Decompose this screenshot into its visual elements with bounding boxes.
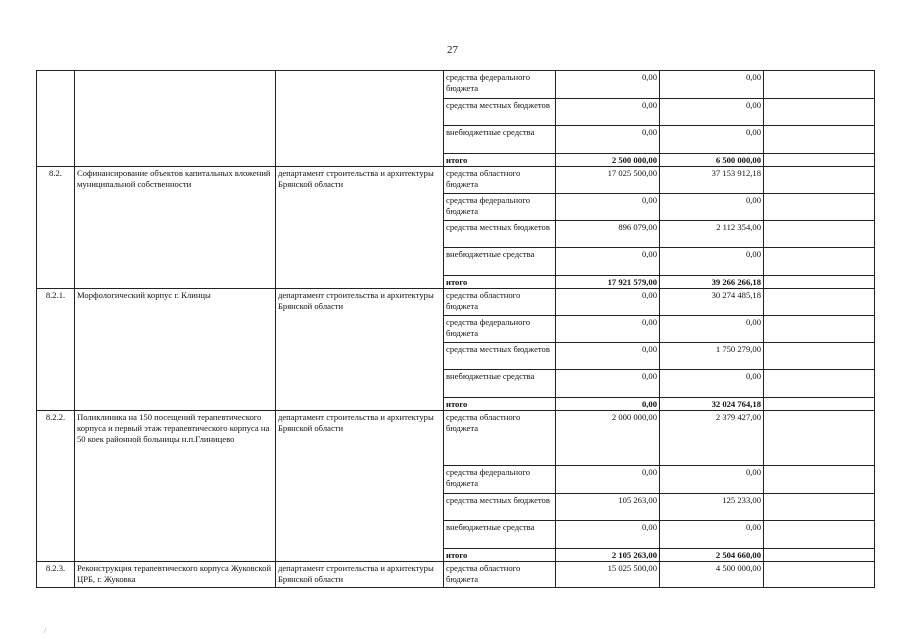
funding-source: внебюджетные средства [444,248,556,276]
amount-col-2: 0,00 [660,99,764,126]
funding-source: средства федерального бюджета [444,71,556,99]
amount-col-1: 15 025 500,00 [556,562,660,588]
amount-col-2: 0,00 [660,248,764,276]
item-code: 8.2.3. [37,562,75,588]
funding-source: итого [444,549,556,562]
amount-col-2: 6 500 000,00 [660,154,764,167]
funding-source: средства местных бюджетов [444,343,556,370]
funding-source: средства местных бюджетов [444,494,556,521]
item-responsible: департамент строительства и архитектуры Брянской области [276,167,444,289]
empty-cell [764,411,875,466]
funding-source: итого [444,276,556,289]
amount-col-2: 0,00 [660,71,764,99]
table-row [37,289,875,316]
item-name: Реконструкция терапевтического корпуса Жуковской ЦРБ, г. Жуковка [75,562,276,588]
empty-cell [764,494,875,521]
empty-cell [764,466,875,494]
amount-col-2: 4 500 000,00 [660,562,764,588]
amount-col-2: 37 153 912,18 [660,167,764,194]
amount-col-2: 0,00 [660,126,764,154]
item-responsible [276,71,444,167]
amount-col-1: 0,00 [556,71,660,99]
amount-col-2: 2 112 354,00 [660,221,764,248]
amount-col-1: 0,00 [556,248,660,276]
amount-col-2: 0,00 [660,521,764,549]
item-responsible: департамент строительства и архитектуры Брянской области [276,562,444,588]
amount-col-1: 0,00 [556,126,660,154]
amount-col-2: 0,00 [660,194,764,221]
amount-col-1: 0,00 [556,194,660,221]
amount-col-2: 2 504 660,00 [660,549,764,562]
empty-cell [764,126,875,154]
table-row [37,562,875,588]
amount-col-1: 2 500 000,00 [556,154,660,167]
amount-col-2: 39 266 266,18 [660,276,764,289]
amount-col-1: 0,00 [556,289,660,316]
funding-source: средства областного бюджета [444,411,556,466]
item-code: 8.2.1. [37,289,75,411]
empty-cell [764,316,875,343]
item-name: Софинансирование объектов капитальных вложений муниципальной собственности [75,167,276,289]
amount-col-1: 0,00 [556,398,660,411]
amount-col-2: 0,00 [660,316,764,343]
amount-col-2: 0,00 [660,466,764,494]
item-name [75,71,276,167]
funding-source: средства местных бюджетов [444,99,556,126]
empty-cell [764,99,875,126]
amount-col-1: 0,00 [556,99,660,126]
item-name: Морфологический корпус г. Клинцы [75,289,276,411]
empty-cell [764,398,875,411]
empty-cell [764,370,875,398]
amount-col-1: 0,00 [556,521,660,549]
amount-col-2: 125 233,00 [660,494,764,521]
empty-cell [764,549,875,562]
empty-cell [764,167,875,194]
empty-cell [764,276,875,289]
amount-col-1: 0,00 [556,343,660,370]
page-number: 27 [447,44,458,56]
table-row [37,167,875,194]
amount-col-1: 17 025 500,00 [556,167,660,194]
table-row [37,71,875,99]
funding-source: средства областного бюджета [444,562,556,588]
funding-source: внебюджетные средства [444,126,556,154]
item-responsible: департамент строительства и архитектуры Брянской области [276,289,444,411]
empty-cell [764,289,875,316]
amount-col-1: 105 263,00 [556,494,660,521]
footer-mark: / [44,626,47,635]
funding-source: средства федерального бюджета [444,466,556,494]
item-name: Поликлиника на 150 посещений терапевтического корпуса и первый этаж терапевтического корпуса на 50 коек районной больницы н.п.Глиницево [75,411,276,562]
funding-source: средства областного бюджета [444,167,556,194]
funding-source: средства местных бюджетов [444,221,556,248]
funding-source: средства федерального бюджета [444,316,556,343]
amount-col-2: 0,00 [660,370,764,398]
amount-col-2: 32 024 764,18 [660,398,764,411]
amount-col-1: 2 000 000,00 [556,411,660,466]
item-code [37,71,75,167]
funding-source: внебюджетные средства [444,521,556,549]
funding-source: внебюджетные средства [444,370,556,398]
amount-col-2: 2 379 427,00 [660,411,764,466]
item-code: 8.2. [37,167,75,289]
empty-cell [764,248,875,276]
empty-cell [764,71,875,99]
item-code: 8.2.2. [37,411,75,562]
amount-col-2: 30 274 485,18 [660,289,764,316]
funding-source: итого [444,154,556,167]
empty-cell [764,194,875,221]
amount-col-1: 17 921 579,00 [556,276,660,289]
amount-col-1: 896 079,00 [556,221,660,248]
amount-col-2: 1 750 279,00 [660,343,764,370]
amount-col-1: 0,00 [556,316,660,343]
funding-source: средства областного бюджета [444,289,556,316]
empty-cell [764,343,875,370]
table-body [37,71,875,588]
amount-col-1: 2 105 263,00 [556,549,660,562]
empty-cell [764,521,875,549]
empty-cell [764,562,875,588]
budget-table [36,70,875,588]
table-row [37,411,875,466]
empty-cell [764,154,875,167]
funding-source: средства федерального бюджета [444,194,556,221]
amount-col-1: 0,00 [556,370,660,398]
item-responsible: департамент строительства и архитектуры Брянской области [276,411,444,562]
amount-col-1: 0,00 [556,466,660,494]
empty-cell [764,221,875,248]
funding-source: итого [444,398,556,411]
